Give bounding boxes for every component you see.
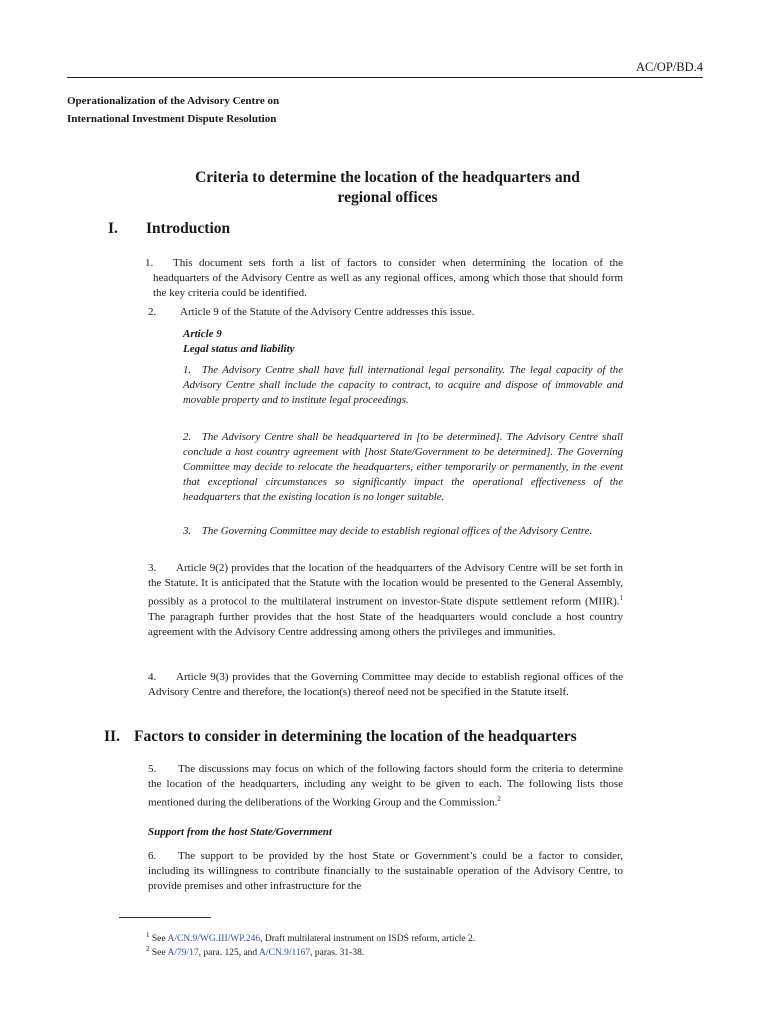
footnote-2-pre: See: [151, 948, 168, 959]
section-1-heading: [108, 220, 230, 238]
footnote-2-link-2[interactable]: A/CN.9/1167: [259, 948, 311, 959]
footnote-1-post: , Draft multilateral instrument on ISDS reform, article 2.: [260, 934, 476, 945]
header-line-1: Operationalization of the Advisory Centre on: [67, 95, 280, 107]
footnote-rule: [119, 917, 211, 918]
document-title: [150, 168, 625, 208]
footnote-2: [146, 943, 364, 960]
paragraph-4: [148, 670, 623, 700]
header-rule: [67, 77, 703, 78]
section-2-title: Factors to consider in determining the location of the headquarters: [134, 728, 577, 745]
header-line-2: International Investment Dispute Resolution: [67, 113, 277, 125]
paragraph-5: [148, 762, 623, 811]
paragraph-2-number: 2.: [148, 306, 157, 318]
paragraph-5-text: The discussions may focus on which of the following factors should form the criteria to determine the location of the headquarters, including any weight to be given to each. The following lists those mentioned during the deliberations of the Working Group and the Commission.: [148, 763, 623, 809]
paragraph-6-number: 6.: [148, 850, 157, 862]
article-clause-2: 2. The Advisory Centre shall be headquartered in [to be determined]. The Advisory Centre shall conclude a host country agreement with [host State/Government to be determined]. The Governing Committee may decide to relocate the headquarters, either temporarily or permanently, in the event that exceptional circumstances so significantly impact the operational effectiveness of the headquarters that the existing location is no longer suitable.: [183, 431, 623, 503]
paragraph-3: [148, 561, 623, 640]
paragraph-4-number: 4.: [148, 671, 157, 683]
paragraph-3-number: 3.: [148, 562, 157, 574]
footnote-1-pre: See: [151, 934, 168, 945]
section-2-number: II.: [104, 728, 120, 745]
section-1-number: I.: [108, 220, 118, 237]
title-line-1: Criteria to determine the location of the headquarters and: [195, 169, 580, 186]
section-1-title: Introduction: [146, 220, 231, 237]
section-2-heading: [104, 728, 577, 746]
footnote-ref-2[interactable]: 2: [497, 795, 501, 803]
footnote-2-mark: 2: [146, 945, 150, 953]
article-clause-1: 1. The Advisory Centre shall have full international legal personality. The legal capacity of the Advisory Centre shall include the capacity to contract, to acquire and dispose of immovable and movable property and to institute legal proceedings.: [183, 364, 623, 406]
paragraph-4-text: Article 9(3) provides that the Governing Committee may decide to establish regional offices of the Advisory Centre and therefore, the location(s) thereof need not be specified in the Statute itself.: [148, 671, 623, 698]
paragraph-5-number: 5.: [148, 763, 157, 775]
paragraph-3-text-a: Article 9(2) provides that the location of the headquarters of the Advisory Centre will be set forth in the Statute. It is anticipated that the Statute with the location would be presented to the General Assembly, possibly as a protocol to the multilateral instrument on investor-State dispute settlement reform (MIIR).: [148, 562, 623, 608]
footnote-ref-1[interactable]: 1: [619, 594, 623, 602]
document-symbol: AC/OP/BD.4: [635, 60, 703, 74]
article-subtitle: Legal status and liability: [183, 343, 295, 355]
title-line-2: regional offices: [337, 189, 438, 206]
document-header: [67, 92, 279, 128]
paragraph-2: [148, 305, 623, 320]
paragraph-6-text: The support to be provided by the host State or Government’s could be a factor to consider, including its willingness to contribute financially to the sustainable operation of the Advisory Centre, to provide premises and other infrastructure for the: [148, 850, 623, 892]
paragraph-1-text: This document sets forth a list of factors to consider when determining the location of the headquarters of the Advisory Centre as well as any regional offices, among which those that should form the key criteria could be identified.: [153, 257, 623, 299]
paragraph-3-text-b: The paragraph further provides that the host State of the headquarters would conclude a host country agreement with the Advisory Centre addressing among others the privileges and immunities.: [148, 610, 623, 638]
footnote-1-mark: 1: [146, 931, 150, 939]
article-clause-3: 3. The Governing Committee may decide to establish regional offices of the Advisory Centre.: [183, 525, 593, 537]
paragraph-1: [145, 256, 623, 301]
subheading-host-support: Support from the host State/Government: [148, 826, 332, 838]
article-title: Article 9: [183, 328, 222, 340]
footnote-2-post: , paras. 31-38.: [310, 948, 365, 959]
paragraph-1-number: 1.: [145, 257, 154, 269]
paragraph-6: [148, 849, 623, 894]
paragraph-2-text: Article 9 of the Statute of the Advisory Centre addresses this issue.: [180, 306, 475, 318]
footnote-2-mid: , para. 125, and: [198, 948, 260, 959]
footnote-1-link[interactable]: A/CN.9/WG.III/WP.246: [167, 934, 261, 945]
footnote-2-link-1[interactable]: A/79/17: [167, 948, 199, 959]
